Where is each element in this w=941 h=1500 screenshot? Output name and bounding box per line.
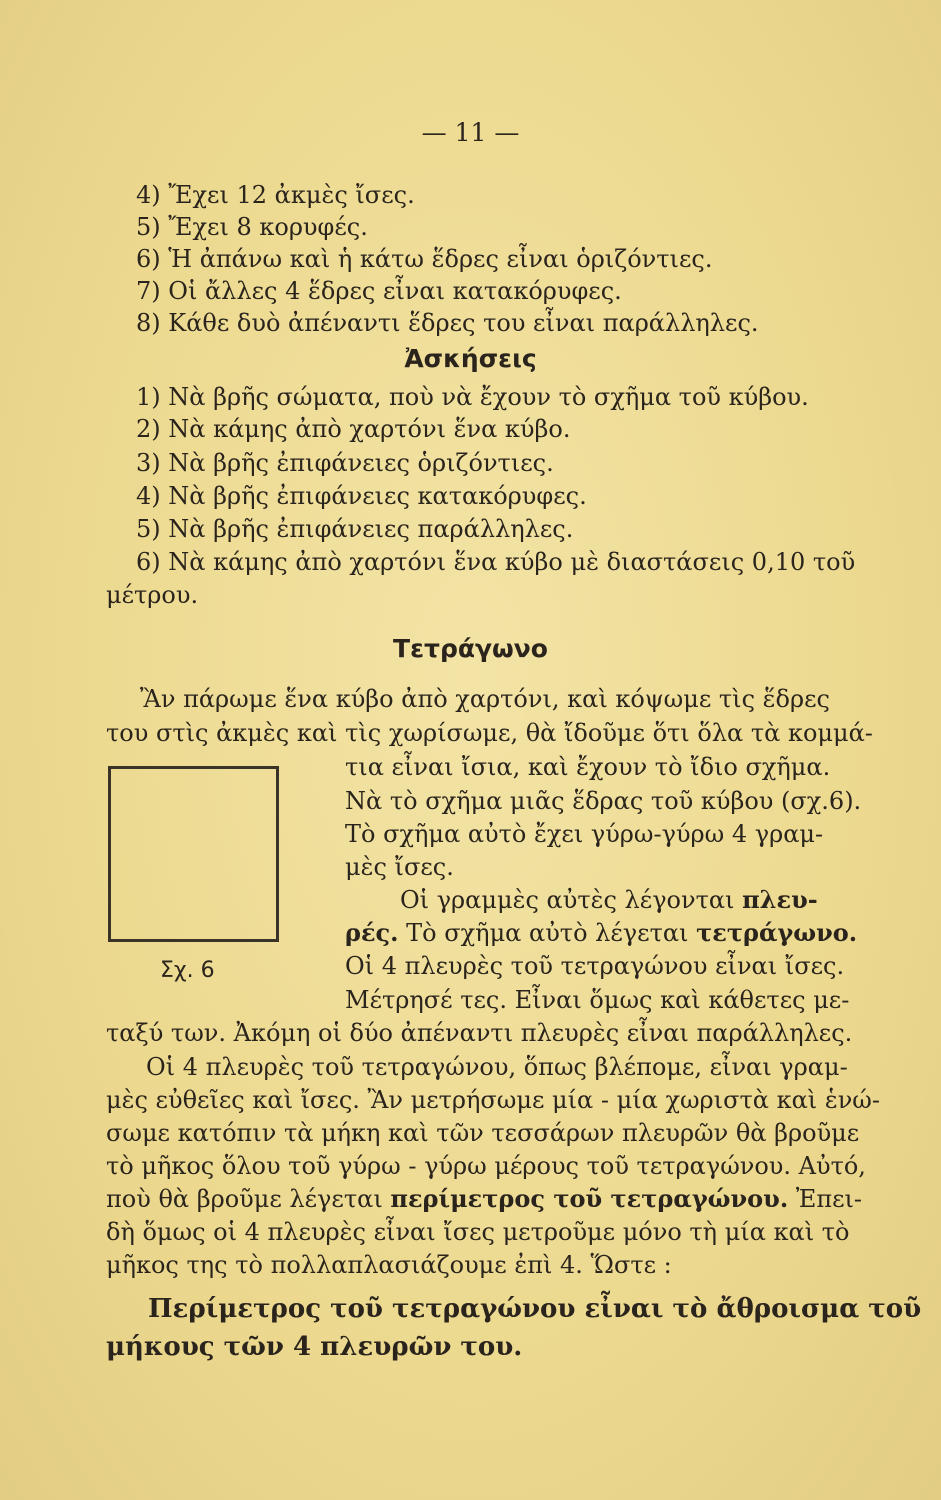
paragraph-line: σωμε κατόπιν τὰ μήκη καὶ τῶν τεσσάρων πλευρῶν θὰ βροῦμε xyxy=(106,1119,860,1147)
text-span: Οἱ γραμμὲς αὐτὲς λέγονται xyxy=(400,886,735,914)
term-span: τετράγωνο. xyxy=(696,918,858,947)
paragraph-line: ταξύ των. Ἀκόμη οἱ δύο ἀπέναντι πλευρὲς εἶναι παράλληλες. xyxy=(106,1019,853,1047)
figure-caption: Σχ. 6 xyxy=(160,958,215,983)
term-span: πλευ- xyxy=(742,885,818,914)
exercise-line: 6) Νὰ κάμης ἀπὸ χαρτόνι ἕνα κύβο μὲ διαστάσεις 0,10 τοῦ xyxy=(136,548,856,576)
term-span: ρές. xyxy=(345,918,399,947)
paragraph-line: Οἱ 4 πλευρὲς τοῦ τετραγώνου, ὅπως βλέπομε, εἶναι γραμ- xyxy=(146,1053,848,1081)
paragraph-line: μὲς ἴσες. xyxy=(345,853,454,881)
paragraph-line: Οἱ 4 πλευρὲς τοῦ τετραγώνου εἶναι ἴσες. xyxy=(345,952,845,980)
property-line: 5) Ἔχει 8 κορυφές. xyxy=(136,213,368,241)
rule-line: μήκους τῶν 4 πλευρῶν του. xyxy=(106,1332,523,1362)
exercise-line: 5) Νὰ βρῆς ἐπιφάνειες παράλληλες. xyxy=(136,515,574,543)
property-line: 8) Κάθε δυὸ ἀπέναντι ἕδρες του εἶναι παράλληλες. xyxy=(136,309,759,337)
paragraph-line: μῆκος της τὸ πολλαπλασιάζουμε ἐπὶ 4. Ὥστε : xyxy=(106,1251,672,1279)
exercise-line: μέτρου. xyxy=(106,581,199,609)
paragraph-line: Νὰ τὸ σχῆμα μιᾶς ἕδρας τοῦ κύβου (σχ.6). xyxy=(345,787,862,815)
paragraph-line: Ἂν πάρωμε ἕνα κύβο ἀπὸ χαρτόνι, καὶ κόψωμε τὶς ἕδρες xyxy=(140,685,830,713)
property-line: 7) Οἱ ἄλλες 4 ἕδρες εἶναι κατακόρυφες. xyxy=(136,277,622,305)
exercise-line: 1) Νὰ βρῆς σώματα, ποὺ νὰ ἔχουν τὸ σχῆμα τοῦ κύβου. xyxy=(136,383,809,411)
paragraph-line xyxy=(106,1184,862,1214)
exercise-line: 3) Νὰ βρῆς ἐπιφάνειες ὁριζόντιες. xyxy=(136,449,554,477)
property-line: 6) Ἡ ἀπάνω καὶ ἡ κάτω ἕδρες εἶναι ὁριζόντιες. xyxy=(136,245,713,273)
section-heading: Τετράγωνο xyxy=(393,634,548,663)
paragraph-line xyxy=(400,885,818,915)
term-span: περίμετρος τοῦ τετραγώνου. xyxy=(390,1184,789,1213)
rule-line: Περίμετρος τοῦ τετραγώνου εἶναι τὸ ἄθροισμα τοῦ xyxy=(148,1294,922,1324)
paragraph-line: του στὶς ἀκμὲς καὶ τὶς χωρίσωμε, θὰ ἴδοῦμε ὅτι ὅλα τὰ κομμά- xyxy=(106,719,873,747)
page-number: — 11 — xyxy=(421,118,520,147)
paragraph-line: Μέτρησέ τες. Εἶναι ὅμως καὶ κάθετες με- xyxy=(345,986,850,1014)
paragraph-line: μὲς εὐθεῖες καὶ ἴσες. Ἂν μετρήσωμε μία - μία χωριστὰ καὶ ἑνώ- xyxy=(106,1086,880,1114)
paragraph-line: Τὸ σχῆμα αὐτὸ ἔχει γύρω-γύρω 4 γραμ- xyxy=(345,820,824,848)
paragraph-line xyxy=(345,918,857,948)
paragraph-line: τὸ μῆκος ὅλου τοῦ γύρω - γύρω μέρους τοῦ τετραγώνου. Αὐτό, xyxy=(106,1152,866,1180)
exercise-line: 4) Νὰ βρῆς ἐπιφάνειες κατακόρυφες. xyxy=(136,482,587,510)
exercise-line: 2) Νὰ κάμης ἀπὸ χαρτόνι ἕνα κύβο. xyxy=(136,415,571,443)
paragraph-line: τια εἶναι ἴσια, καὶ ἔχουν τὸ ἴδιο σχῆμα. xyxy=(345,753,831,781)
text-span: Ἐπει- xyxy=(795,1185,863,1213)
text-span: ποὺ θὰ βροῦμε λέγεται xyxy=(106,1185,383,1213)
square-figure xyxy=(108,766,279,942)
text-span: Τὸ σχῆμα αὐτὸ λέγεται xyxy=(406,919,689,947)
exercises-heading: Ἀσκήσεις xyxy=(404,344,537,373)
paragraph-line: δὴ ὅμως οἱ 4 πλευρὲς εἶναι ἴσες μετροῦμε μόνο τὴ μία καὶ τὸ xyxy=(106,1218,850,1246)
property-line: 4) Ἔχει 12 ἀκμὲς ἴσες. xyxy=(136,181,415,209)
